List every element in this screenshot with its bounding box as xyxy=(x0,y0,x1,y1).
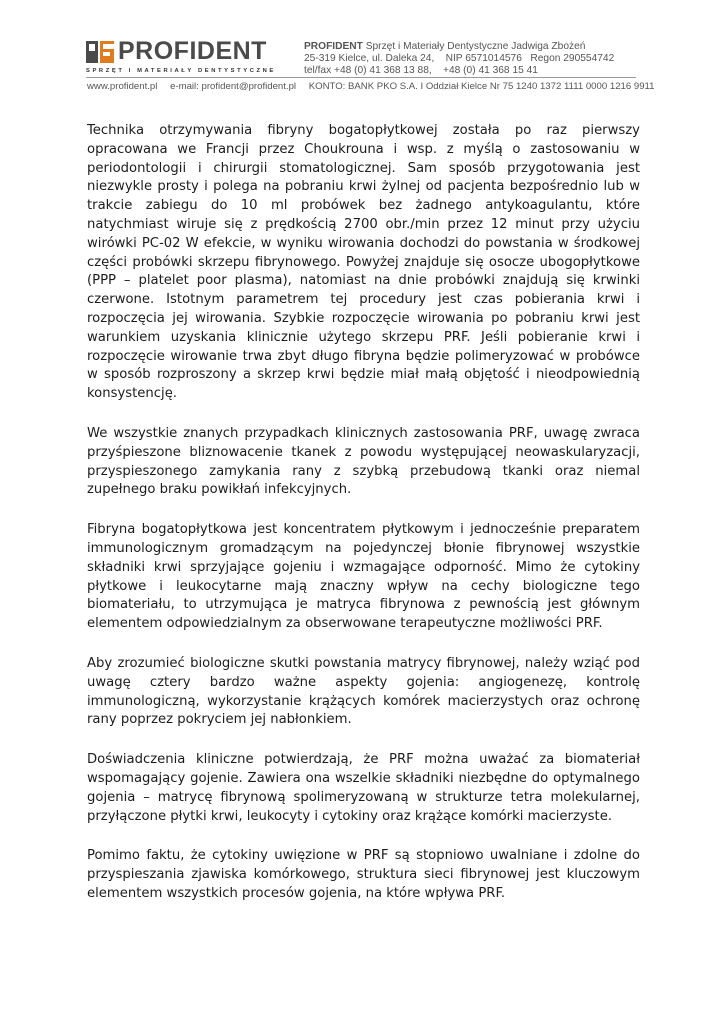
website-link[interactable]: www.profident.pl xyxy=(87,81,158,92)
header-divider xyxy=(86,77,636,78)
paragraph-4: Aby zrozumieć biologiczne skutki powstania matrycy fibrynowej, należy wziąć pod uwagę cztery bardzo ważne aspekty gojenia: angiogenezę, kontrolę immunologiczną, wykorzystanie krążących komórek macierzystych oraz ochronę rany poprzez pokryciem jej nabłonkiem. xyxy=(87,655,640,728)
company-phone2: +48 (0) 41 368 15 41 xyxy=(443,65,538,77)
document-body xyxy=(87,122,640,925)
company-name: PROFIDENT xyxy=(304,41,363,52)
company-info xyxy=(304,41,614,78)
logo-wordmark: PROFIDENT xyxy=(118,37,267,65)
company-nip: NIP 6571014576 xyxy=(445,53,522,65)
company-logo xyxy=(86,37,291,81)
contact-line xyxy=(87,81,665,92)
company-line-1 xyxy=(304,41,614,53)
bank-account: KONTO: BANK PKO S.A. I Oddział Kielce Nr 75 1240 1372 1111 0000 1216 9911 xyxy=(308,81,655,92)
letterhead xyxy=(0,0,725,100)
company-line-2 xyxy=(304,53,614,65)
paragraph-5: Doświadczenia kliniczne potwierdzają, że PRF można uważać za biomateriał wspomagający gojenie. Zawiera ona wszelkie składniki niezbędne do optymalnego gojenia – matrycę fibrynową spolimeryzowaną w strukturze tetra molekularnej, przyłączone płytki krwi, leukocyty i cytokiny oraz krążące komórki macierzyste. xyxy=(87,752,640,824)
paragraph-6: Pomimo faktu, że cytokiny uwięzione w PRF są stopniowo uwalniane i zdolne do przyspieszania zjawiska komórkowego, struktura sieci fibrynowej jest kluczowym elementem wszystkich procesów gojenia, na które wpływa PRF. xyxy=(87,848,640,901)
paragraph-2: We wszystkie znanych przypadkach klinicznych zastosowania PRF, uwagę zwraca przyśpieszone bliznowacenie tkanek z powodu występującej neowaskularyzacji, przyspieszonego zamykania rany z szybką przebudową tkanki oraz niemal zupełnego braku powikłań infekcyjnych. xyxy=(87,425,640,498)
paragraph-1: Technika otrzymywania fibryny bogatopłytkowej została po raz pierwszy opracowana we Francji przez Choukrouna i wsp. z myślą o zastosowaniu w periodontologii i chirurgii stomatologicznej. Sam sposób przygotowania jest niezwykle prosty i polega na pobraniu krwi żylnej od pacjenta bezpośrednio lub w trakcie zabiegu do 10 ml probówek bez żadnego antykoagulantu, które natychmiast wiruje się z prędkością 2700 obr./min przez 12 minut przy użyciu wirówki PC-02 W efekcie, w wyniku wirowania dochodzi do powstania w środkowej części probówki skrzepu fibrynowego. Powyżej znajduje się osocze ubogopłytkowe (PPP – platelet poor plasma), natomiast na dnie probówki znajdują się krwinki czerwone. Istotnym parametrem tej procedury jest czas pobierania krwi i rozpoczęcia jej wirowania. Szybkie rozpoczęcie wirowania po pobraniu krwi jest warunkiem uzyskania klinicznie użytego skrzepu PRF. Jeśli pobieranie krwi i rozpoczęcie wirowanie trwa zbyt długo fibryna będzie polimeryzować w probówce w sposób rozproszony a skrzep krwi będzie miał małą objętość i nieodpowiednią konsystencję. xyxy=(87,123,640,402)
paragraph-3: Fibryna bogatopłytkowa jest koncentratem płytkowym i jednocześnie preparatem immunologicznym gromadzącym na pojedynczej błonie fibrynowej wszystkie składniki krwi sprzyjające gojeniu i wzmagające odporność. Mimo że cytokiny płytkowe i leukocytarne mają znaczny wpływ na cechy biologiczne tego biomateriału, to utrzymująca je matryca fibrynowa z pewnością jest głównym elementem odpowiedzialnym za obserwowane terapeutyczne możliwości PRF. xyxy=(87,522,640,632)
company-line-3 xyxy=(304,65,614,77)
company-address: 25-319 Kielce, ul. Daleka 24, xyxy=(304,53,435,65)
company-telfax: tel/fax +48 (0) 41 368 13 88, xyxy=(304,65,432,77)
email-link[interactable]: e-mail: profident@profident.pl xyxy=(170,81,297,92)
company-description: Sprzęt i Materiały Dentystyczne Jadwiga Zbożeń xyxy=(365,41,586,52)
logo-tagline: SPRZĘT I MATERIAŁY DENTYSTYCZNE xyxy=(86,68,276,74)
company-regon: Regon 290554742 xyxy=(530,53,615,65)
profident-logo-icon xyxy=(86,41,114,63)
